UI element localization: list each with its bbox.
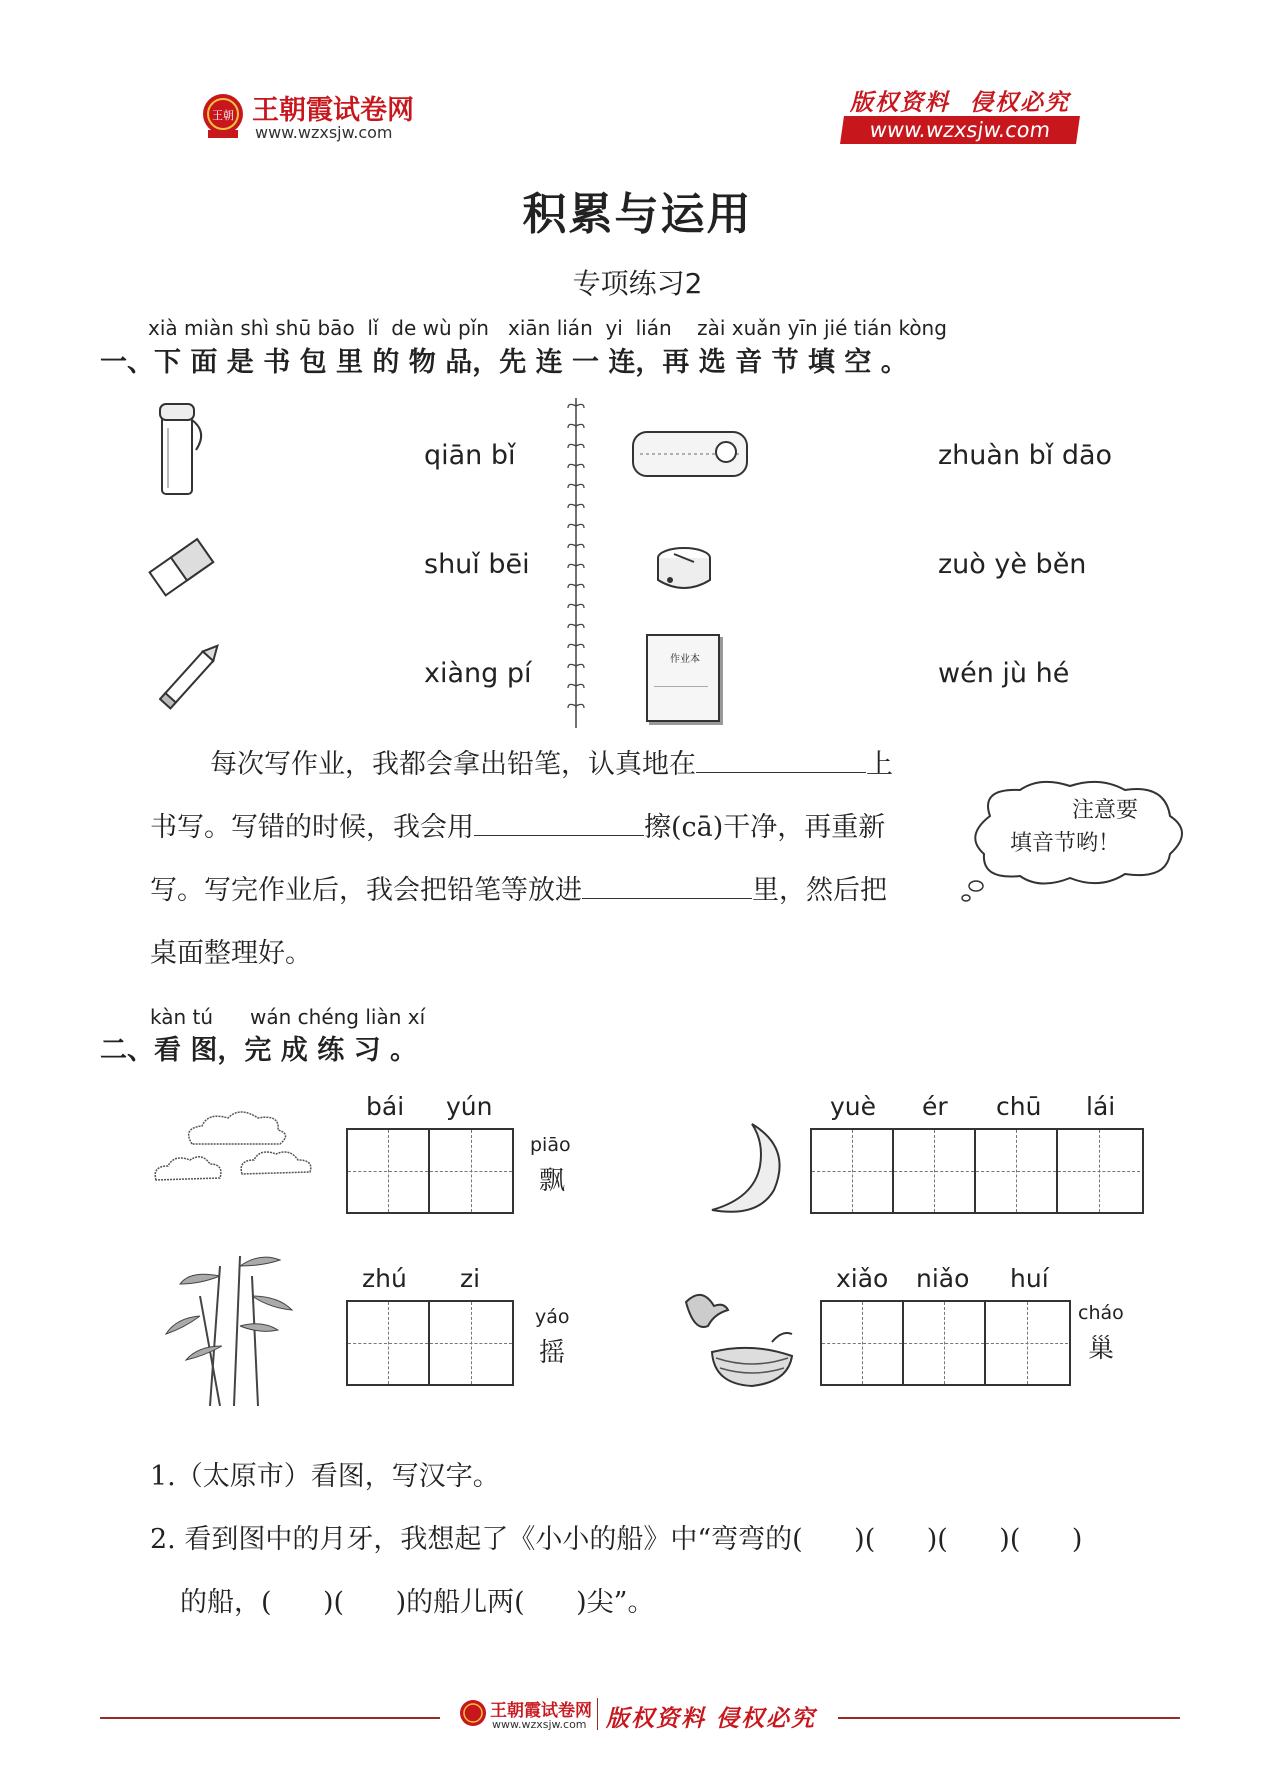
svg-text:王朝: 王朝 <box>212 109 234 122</box>
footer-rule-right <box>838 1717 1180 1719</box>
grid4-side-char: 巢 <box>1088 1334 1115 1364</box>
footer-separator <box>597 1698 598 1730</box>
q1-pinyin-row: xià miàn shì shū bāo lǐ de wù pǐn xiān lián yi lián zài xuǎn yīn jié tián kòng <box>148 316 947 340</box>
exercise-2-line1: 2. 看到图中的月牙，我想起了《小小的船》中“弯弯的( )( )( )( ) <box>150 1524 1083 1555</box>
grid1-pinyin-1: bái <box>366 1092 405 1121</box>
q1-para-line4: 桌面整理好。 <box>150 938 312 969</box>
option-zhuan-bi-dao[interactable]: zhuàn bǐ dāo <box>938 440 1113 471</box>
moon-icon <box>702 1118 792 1218</box>
pencil-case-icon <box>630 426 750 484</box>
copyright-text: 版权资料 侵权必究 <box>850 89 1071 116</box>
q2-pinyin-kan-tu: kàn tú <box>150 1005 214 1029</box>
footer-copyright: 版权资料 侵权必究 <box>606 1705 817 1732</box>
grid2-pinyin-3: chū <box>996 1092 1042 1121</box>
blank-2[interactable] <box>474 807 644 836</box>
q2-title: 二、看 图，完 成 练 习 。 <box>100 1035 417 1066</box>
grid4-pinyin-1: xiǎo <box>836 1264 889 1293</box>
brand-url[interactable]: www.wzxsjw.com <box>255 123 393 142</box>
water-bottle-icon <box>150 398 210 498</box>
blank-1[interactable] <box>696 744 866 773</box>
grid3-cell[interactable] <box>430 1302 512 1384</box>
option-xiang-pi[interactable]: xiàng pí <box>424 658 532 689</box>
grid2-cell[interactable] <box>976 1130 1058 1212</box>
notebook-icon <box>646 634 720 722</box>
footer-brand-url[interactable]: www.wzxsjw.com <box>492 1718 587 1731</box>
bubble-text-2: 填音节哟！ <box>1010 831 1121 856</box>
brand-seal-icon <box>200 90 246 140</box>
grid4-side-pinyin: cháo <box>1078 1302 1124 1324</box>
grid4-boxes[interactable] <box>820 1300 1071 1386</box>
grid4-cell[interactable] <box>904 1302 986 1384</box>
q2-pinyin-wan-cheng: wán chéng liàn xí <box>250 1005 426 1029</box>
grid2-boxes[interactable] <box>810 1128 1144 1214</box>
grid2-cell[interactable] <box>1058 1130 1140 1212</box>
copyright-url[interactable]: www.wzxsjw.com <box>840 116 1080 144</box>
q1-para-line2: 书写。写错的时候，我会用 擦(cā)干净，再重新 <box>150 797 885 859</box>
clouds-icon <box>150 1104 325 1204</box>
grid4-pinyin-2: niǎo <box>916 1264 970 1293</box>
grid1-side-pinyin: piāo <box>530 1134 571 1156</box>
grid3-side-pinyin: yáo <box>535 1306 570 1328</box>
option-zuo-ye-ben[interactable]: zuò yè běn <box>938 549 1087 580</box>
notebook-cover-line <box>654 686 708 687</box>
option-shui-bei[interactable]: shuǐ bēi <box>424 549 530 580</box>
grid2-pinyin-2: ér <box>922 1092 948 1121</box>
grid3-cell[interactable] <box>348 1302 430 1384</box>
bird-nest-icon <box>672 1282 802 1392</box>
footer-brand-name: 王朝霞试卷网 <box>490 1701 592 1721</box>
grid1-boxes[interactable] <box>346 1128 514 1214</box>
blank-3[interactable] <box>582 870 752 899</box>
bubble-text-1: 注意要 <box>1072 798 1139 823</box>
notebook-label: 作业本 <box>670 654 700 665</box>
grid2-pinyin-1: yuè <box>830 1092 877 1121</box>
grid2-cell[interactable] <box>894 1130 976 1212</box>
grid3-side-char: 摇 <box>539 1338 566 1368</box>
page-title: 积累与运用 <box>522 189 753 240</box>
header-copyright <box>842 84 1082 146</box>
grid1-cell[interactable] <box>430 1130 512 1212</box>
bamboo-icon <box>160 1246 320 1406</box>
grid3-pinyin-1: zhú <box>362 1264 407 1293</box>
grid1-pinyin-2: yún <box>446 1092 493 1121</box>
page-subtitle: 专项练习2 <box>572 267 703 300</box>
eraser-icon <box>144 536 216 598</box>
exercise-2-line2: 的船，( )( )的船儿两( )尖”。 <box>180 1587 655 1618</box>
grid4-cell[interactable] <box>986 1302 1068 1384</box>
grid4-cell[interactable] <box>822 1302 904 1384</box>
header-logo <box>200 88 450 148</box>
grid2-cell[interactable] <box>812 1130 894 1212</box>
q1-para-line3: 写。写完作业后，我会把铅笔等放进 里，然后把 <box>150 860 887 922</box>
option-wen-ju-he[interactable]: wén jù hé <box>938 658 1070 689</box>
footer-rule-left <box>100 1717 440 1719</box>
grid1-cell[interactable] <box>348 1130 430 1212</box>
grid3-pinyin-2: zi <box>460 1264 481 1293</box>
option-qian-bi[interactable]: qiān bǐ <box>424 440 516 471</box>
q1-para-line1: 每次写作业，我都会拿出铅笔，认真地在 上 <box>210 734 893 796</box>
sharpener-icon <box>652 540 716 596</box>
grid1-side-char: 飘 <box>539 1166 566 1196</box>
exercise-1: 1.（太原市）看图，写汉字。 <box>150 1461 500 1492</box>
grid2-pinyin-4: lái <box>1086 1092 1116 1121</box>
leaf-divider <box>564 398 588 728</box>
pencil-icon <box>152 636 232 712</box>
brand-name: 王朝霞试卷网 <box>252 95 414 126</box>
grid4-pinyin-3: huí <box>1010 1264 1049 1293</box>
footer-seal-icon <box>458 1698 488 1730</box>
grid3-boxes[interactable] <box>346 1300 514 1386</box>
q1-title: 一、下 面 是 书 包 里 的 物 品，先 连 一 连，再 选 音 节 填 空 。 <box>100 347 908 378</box>
